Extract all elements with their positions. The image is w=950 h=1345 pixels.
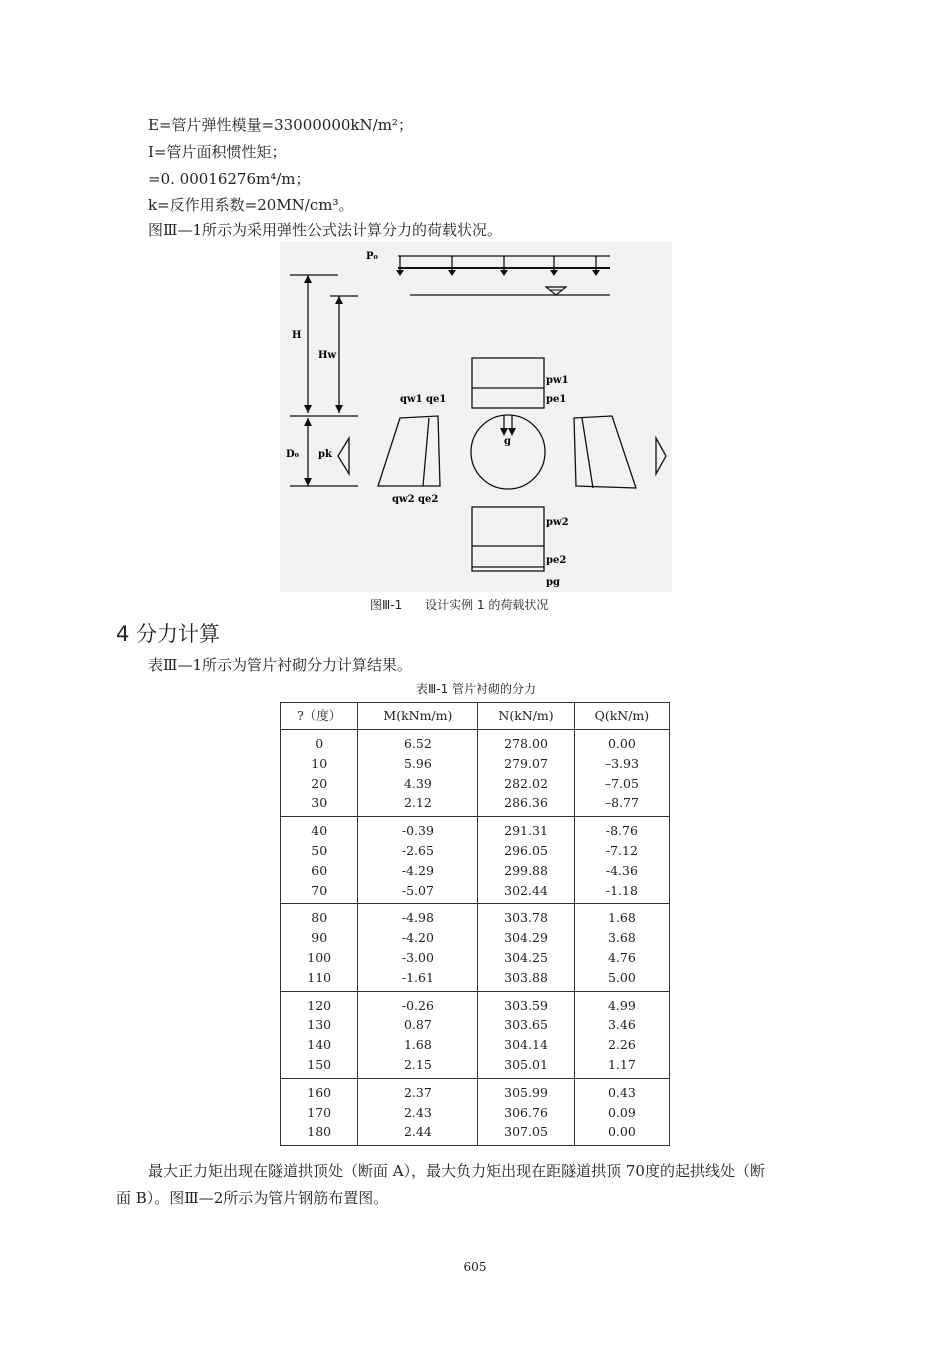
cell-shear-force: 4.76 <box>574 948 669 968</box>
cell-moment: -4.98 <box>358 904 478 928</box>
section-heading: 4 分力计算 <box>116 622 221 646</box>
page-number: 605 <box>463 1260 487 1274</box>
cell-normal-force: 278.00 <box>478 730 574 754</box>
cell-normal-force: 307.05 <box>478 1122 574 1145</box>
cell-shear-force: 0.00 <box>574 730 669 754</box>
label-hw: Hw <box>318 350 337 361</box>
label-qw2-qe2: qw2 qe2 <box>392 494 439 505</box>
table-row <box>281 948 670 968</box>
table-title: 表Ⅲ-1 管片衬砌的分力 <box>415 682 537 696</box>
cell-angle: 60 <box>281 861 358 881</box>
cell-angle: 10 <box>281 754 358 774</box>
conclusion-line-1: 最大正力矩出现在隧道拱顶处（断面 A），最大负力矩出现在距隧道拱顶 70度的起拱线处（断 <box>148 1162 765 1180</box>
table-row <box>281 928 670 948</box>
label-qw1-qe1: qw1 qe1 <box>400 394 447 405</box>
cell-shear-force: 5.00 <box>574 968 669 991</box>
table-row <box>281 841 670 861</box>
cell-moment: -0.26 <box>358 991 478 1015</box>
table-row <box>281 774 670 794</box>
table-header-row <box>281 703 670 730</box>
cell-moment: 2.43 <box>358 1103 478 1123</box>
cell-angle: 180 <box>281 1122 358 1145</box>
cell-normal-force: 303.78 <box>478 904 574 928</box>
cell-moment: 2.44 <box>358 1122 478 1145</box>
table-row <box>281 1103 670 1123</box>
cell-shear-force: –8.77 <box>574 793 669 816</box>
label-d0: D₀ <box>286 449 300 460</box>
cell-moment: -5.07 <box>358 881 478 904</box>
label-pw2: pw2 <box>546 517 569 528</box>
cell-moment: 2.15 <box>358 1055 478 1078</box>
cell-angle: 140 <box>281 1035 358 1055</box>
cell-shear-force: 3.68 <box>574 928 669 948</box>
cell-normal-force: 306.76 <box>478 1103 574 1123</box>
cell-normal-force: 291.31 <box>478 817 574 841</box>
table-row <box>281 793 670 816</box>
cell-moment: 5.96 <box>358 754 478 774</box>
cell-shear-force: -7.12 <box>574 841 669 861</box>
cell-normal-force: 304.25 <box>478 948 574 968</box>
cell-angle: 50 <box>281 841 358 861</box>
cell-normal-force: 304.14 <box>478 1035 574 1055</box>
table-row <box>281 1015 670 1035</box>
text-line-inertia: I=管片面积惯性矩； <box>148 143 287 161</box>
cell-angle: 30 <box>281 793 358 816</box>
table-row <box>281 968 670 991</box>
cell-normal-force: 282.02 <box>478 774 574 794</box>
cell-moment: 2.37 <box>358 1078 478 1102</box>
cell-shear-force: 2.26 <box>574 1035 669 1055</box>
cell-angle: 90 <box>281 928 358 948</box>
cell-angle: 80 <box>281 904 358 928</box>
table-row <box>281 861 670 881</box>
table-row <box>281 881 670 904</box>
table-row <box>281 904 670 928</box>
cell-shear-force: 0.00 <box>574 1122 669 1145</box>
label-p0: P₀ <box>366 251 378 262</box>
header-normal-force: N(kN/m) <box>478 703 574 730</box>
cell-shear-force: 1.68 <box>574 904 669 928</box>
label-pw1: pw1 <box>546 375 569 386</box>
cell-normal-force: 303.65 <box>478 1015 574 1035</box>
cell-shear-force: -4.36 <box>574 861 669 881</box>
cell-moment: 1.68 <box>358 1035 478 1055</box>
cell-moment: -2.65 <box>358 841 478 861</box>
cell-moment: -4.20 <box>358 928 478 948</box>
table-row <box>281 991 670 1015</box>
table-row <box>281 754 670 774</box>
cell-normal-force: 305.01 <box>478 1055 574 1078</box>
label-g: g <box>504 436 511 447</box>
cell-moment: -4.29 <box>358 861 478 881</box>
text-line-figure-intro: 图Ⅲ—1所示为采用弹性公式法计算分力的荷载状况。 <box>148 221 503 239</box>
table-row <box>281 730 670 754</box>
cell-angle: 40 <box>281 817 358 841</box>
cell-shear-force: -1.18 <box>574 881 669 904</box>
cell-shear-force: 4.99 <box>574 991 669 1015</box>
header-angle: ?（度） <box>281 703 358 730</box>
table-intro: 表Ⅲ—1所示为管片衬砌分力计算结果。 <box>148 656 413 674</box>
cell-shear-force: 0.43 <box>574 1078 669 1102</box>
label-pg: pg <box>546 577 560 588</box>
cell-normal-force: 303.59 <box>478 991 574 1015</box>
cell-normal-force: 305.99 <box>478 1078 574 1102</box>
label-h: H <box>292 330 302 341</box>
cell-angle: 0 <box>281 730 358 754</box>
label-pe2: pe2 <box>546 555 567 566</box>
table-row <box>281 1035 670 1055</box>
cell-angle: 100 <box>281 948 358 968</box>
cell-shear-force: -8.76 <box>574 817 669 841</box>
cell-moment: -3.00 <box>358 948 478 968</box>
cell-angle: 70 <box>281 881 358 904</box>
cell-angle: 170 <box>281 1103 358 1123</box>
cell-moment: 4.39 <box>358 774 478 794</box>
cell-moment: -0.39 <box>358 817 478 841</box>
cell-normal-force: 279.07 <box>478 754 574 774</box>
table-row <box>281 1122 670 1145</box>
figure-caption: 图Ⅲ-1 设计实例 1 的荷载状况 <box>370 598 549 612</box>
header-moment: M(kNm/m) <box>358 703 478 730</box>
table-body <box>281 730 670 1146</box>
cell-angle: 20 <box>281 774 358 794</box>
cell-normal-force: 302.44 <box>478 881 574 904</box>
cell-shear-force: 3.46 <box>574 1015 669 1035</box>
cell-moment: -1.61 <box>358 968 478 991</box>
conclusion-line-2: 面 B）。图Ⅲ—2所示为管片钢筋布置图。 <box>116 1189 389 1207</box>
label-pk: pk <box>318 449 332 460</box>
load-diagram-svg <box>280 242 672 592</box>
cell-moment: 2.12 <box>358 793 478 816</box>
cell-shear-force: 0.09 <box>574 1103 669 1123</box>
cell-shear-force: –3.93 <box>574 754 669 774</box>
cell-normal-force: 286.36 <box>478 793 574 816</box>
cell-shear-force: 1.17 <box>574 1055 669 1078</box>
cell-moment: 0.87 <box>358 1015 478 1035</box>
label-pe1: pe1 <box>546 394 567 405</box>
header-shear-force: Q(kN/m) <box>574 703 669 730</box>
cell-normal-force: 299.88 <box>478 861 574 881</box>
text-line-modulus: E=管片弹性模量=33000000kN/m²； <box>148 116 413 134</box>
load-diagram <box>280 242 672 592</box>
cell-angle: 110 <box>281 968 358 991</box>
cell-normal-force: 303.88 <box>478 968 574 991</box>
table-row <box>281 1078 670 1102</box>
table-row <box>281 817 670 841</box>
text-line-inertia-value: =0. 00016276m⁴/m； <box>148 170 311 188</box>
table-row <box>281 1055 670 1078</box>
text-line-reaction-coefficient: k=反作用系数=20MN/cm³。 <box>148 196 354 214</box>
cell-angle: 120 <box>281 991 358 1015</box>
cell-normal-force: 304.29 <box>478 928 574 948</box>
cell-shear-force: –7.05 <box>574 774 669 794</box>
force-table <box>280 702 670 1146</box>
cell-angle: 160 <box>281 1078 358 1102</box>
cell-normal-force: 296.05 <box>478 841 574 861</box>
cell-angle: 150 <box>281 1055 358 1078</box>
cell-moment: 6.52 <box>358 730 478 754</box>
cell-angle: 130 <box>281 1015 358 1035</box>
